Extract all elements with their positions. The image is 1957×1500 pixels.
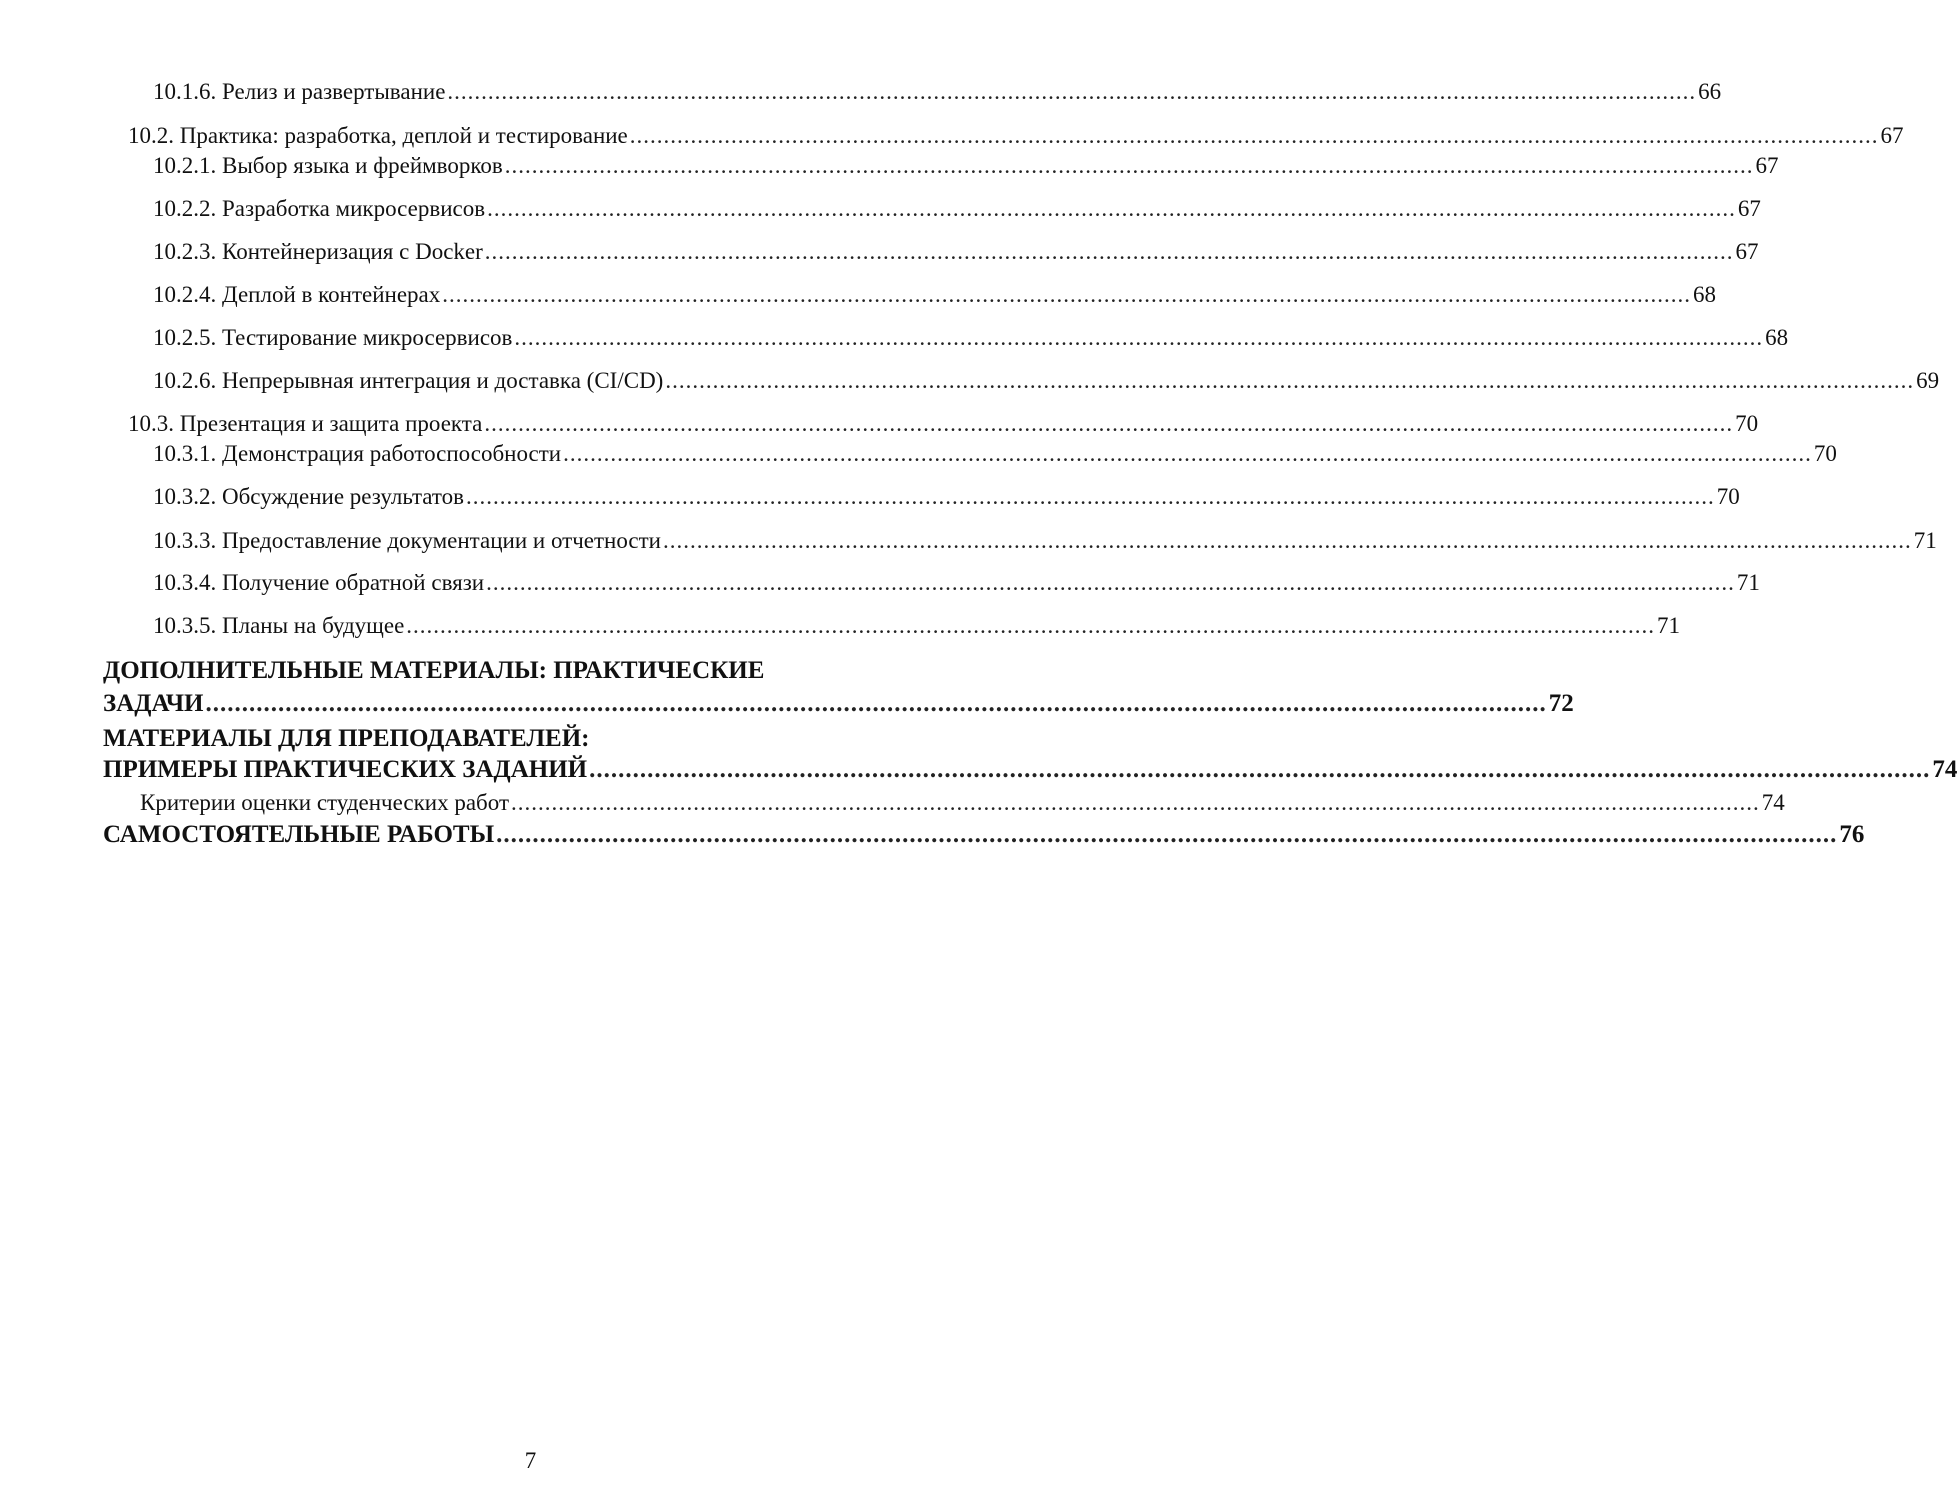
toc-page-number: 71 <box>1736 570 1760 595</box>
toc-entry-label: 10.3.5. Планы на будущее <box>153 613 405 638</box>
toc-page-number: 71 <box>1913 528 1937 553</box>
toc-entry <box>153 527 1937 555</box>
dot-leader: ......................................................................................................................................................................................... <box>662 528 1912 553</box>
toc-entry <box>153 612 1681 640</box>
toc-entry <box>153 324 1789 352</box>
toc-entry <box>153 281 1716 309</box>
toc-section-entry <box>103 821 1865 849</box>
dot-leader: ......................................................................................................................................................................................... <box>442 282 1691 307</box>
toc-page-number: 66 <box>1698 79 1722 104</box>
page-number: 7 <box>524 1448 537 1473</box>
dot-leader: ......................................................................................................................................................................................... <box>629 123 1879 148</box>
section-heading-line: ДОПОЛНИТЕЛЬНЫЕ МАТЕРИАЛЫ: ПРАКТИЧЕСКИЕ <box>103 657 765 684</box>
dot-leader: ......................................................................................................................................................................................... <box>665 368 1915 393</box>
toc-page-number: 70 <box>1735 411 1759 436</box>
dot-leader: ......................................................................................................................................................................................... <box>466 484 1715 509</box>
toc-entry-label: 10.2.6. Непрерывная интеграция и доставка (CI/CD) <box>153 368 664 393</box>
toc-section-entry <box>103 690 1574 718</box>
toc-entry <box>153 367 1940 395</box>
toc-page-number: 67 <box>1880 123 1904 148</box>
toc-page-number: 67 <box>1755 153 1779 178</box>
toc-page-number: 67 <box>1737 196 1761 221</box>
dot-leader: ......................................................................................................................................................................................... <box>496 821 1838 848</box>
dot-leader: ......................................................................................................................................................................................... <box>563 441 1812 466</box>
toc-entry-label: 10.1.6. Релиз и развертывание <box>153 79 446 104</box>
toc-section-entry <box>103 756 1957 784</box>
dot-leader: ......................................................................................................................................................................................... <box>205 690 1547 717</box>
toc-page-number: 71 <box>1657 613 1681 638</box>
toc-page-number: 74 <box>1761 790 1785 815</box>
toc-entry <box>153 440 1837 468</box>
toc-page-number: 76 <box>1839 821 1865 848</box>
toc-entry-label: 10.2.3. Контейнеризация с Docker <box>153 239 483 264</box>
toc-entry-label: 10.3.1. Демонстрация работоспособности <box>153 441 562 466</box>
section-heading-line: МАТЕРИАЛЫ ДЛЯ ПРЕПОДАВАТЕЛЕЙ: <box>103 725 590 752</box>
dot-leader: ......................................................................................................................................................................................... <box>486 570 1735 595</box>
toc-page-number: 72 <box>1548 690 1574 717</box>
toc-entry-label: 10.2.5. Тестирование микросервисов <box>153 325 513 350</box>
toc-page-number: 67 <box>1735 239 1759 264</box>
dot-leader: ......................................................................................................................................................................................... <box>484 239 1734 264</box>
dot-leader: ......................................................................................................................................................................................... <box>447 79 1697 104</box>
toc-entry-label: САМОСТОЯТЕЛЬНЫЕ РАБОТЫ <box>103 821 495 848</box>
toc-entry <box>128 410 1759 438</box>
toc-entry-label: 10.2. Практика: разработка, деплой и тестирование <box>128 123 628 148</box>
toc-entry-label: ПРИМЕРЫ ПРАКТИЧЕСКИХ ЗАДАНИЙ <box>103 756 588 783</box>
toc-entry <box>153 195 1761 223</box>
toc-page-number: 68 <box>1693 282 1716 307</box>
dot-leader: ......................................................................................................................................................................................... <box>406 613 1656 638</box>
toc-entry <box>153 569 1760 597</box>
toc-entry <box>153 78 1722 106</box>
toc-entry-label: 10.2.4. Деплой в контейнерах <box>153 282 441 307</box>
dot-leader: ......................................................................................................................................................................................... <box>514 325 1764 350</box>
toc-entry-label: 10.2.1. Выбор языка и фреймворков <box>153 153 503 178</box>
toc-entry-label: ЗАДАЧИ <box>103 690 204 717</box>
dot-leader: ......................................................................................................................................................................................... <box>589 756 1931 783</box>
toc-page-number: 70 <box>1716 484 1740 509</box>
dot-leader: ......................................................................................................................................................................................... <box>504 153 1754 178</box>
dot-leader: ......................................................................................................................................................................................... <box>511 790 1760 815</box>
toc-entry-label: Критерии оценки студенческих работ <box>140 790 510 815</box>
toc-entry <box>153 238 1759 266</box>
toc-page-number: 74 <box>1932 756 1957 783</box>
toc-page-number: 68 <box>1765 325 1789 350</box>
toc-page-number: 69 <box>1916 368 1940 393</box>
dot-leader: ......................................................................................................................................................................................... <box>487 196 1736 221</box>
toc-page-number: 70 <box>1813 441 1837 466</box>
dot-leader: ......................................................................................................................................................................................... <box>484 411 1734 436</box>
toc-entry-label: 10.3.3. Предоставление документации и отчетности <box>153 528 661 553</box>
toc-entry-label: 10.3.4. Получение обратной связи <box>153 570 485 595</box>
toc-entry <box>140 789 1785 817</box>
toc-entry-label: 10.2.2. Разработка микросервисов <box>153 196 486 221</box>
toc-entry-label: 10.3.2. Обсуждение результатов <box>153 484 465 509</box>
toc-entry <box>153 152 1779 180</box>
toc-entry <box>128 122 1904 150</box>
toc-entry-label: 10.3. Презентация и защита проекта <box>128 411 483 436</box>
toc-entry <box>153 483 1740 511</box>
